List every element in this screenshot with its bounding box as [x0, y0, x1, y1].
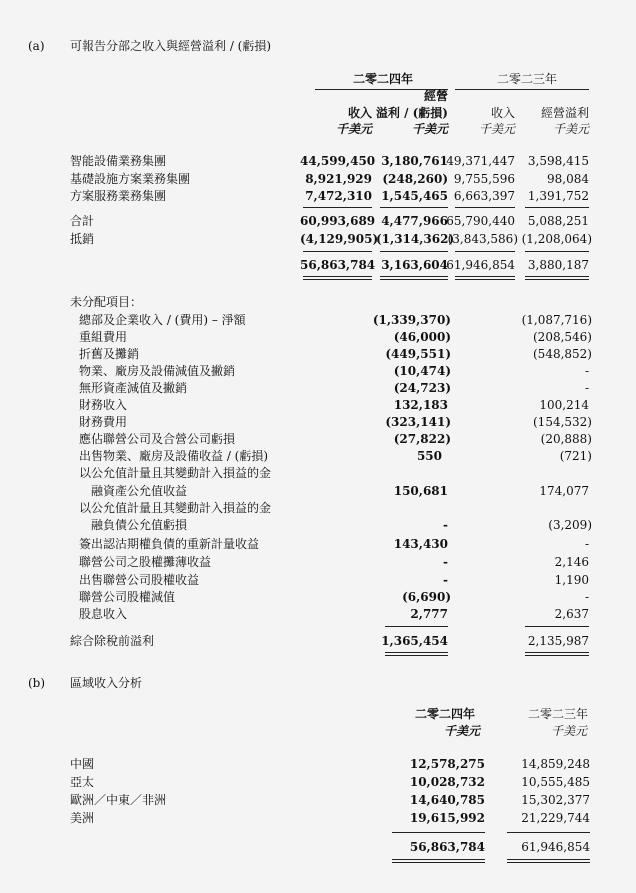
item-2023: (20,888) — [540, 432, 592, 446]
segment-op-2023: 1,391,752 — [527, 189, 589, 203]
segment-rev-2024: 44,599,450 — [300, 154, 376, 168]
segment-label: 基礎設施方案業務集團 — [70, 172, 191, 186]
item-label: 應佔聯營公司及合營公司虧損 — [79, 432, 236, 446]
segment-op-2024: 1,545,465 — [381, 189, 448, 203]
item-2024: (10,474) — [393, 364, 451, 378]
b-unit-2024: 千美元 — [443, 724, 480, 738]
pbt-rule-2023 — [525, 626, 589, 627]
item-2023: (3,209) — [548, 518, 592, 532]
item-2023: 100,214 — [539, 398, 589, 412]
item-2024: (6,690) — [402, 590, 451, 604]
item-2023: 1,190 — [554, 573, 589, 587]
unit-rev-2023: 千美元 — [478, 122, 515, 136]
col-op-top-2024: 經營 — [423, 89, 448, 103]
b-year-2024: 二零二四年 — [414, 707, 475, 721]
item-2023: - — [584, 364, 589, 378]
item-label: 財務費用 — [79, 415, 128, 429]
region-label: 歐洲／中東／非洲 — [70, 793, 167, 807]
item-label: 折舊及攤銷 — [79, 347, 140, 361]
net-rule-rev24 — [303, 251, 372, 252]
item-label: 出售聯營公司股權收益 — [79, 573, 200, 587]
net-rule-op23 — [525, 251, 589, 252]
section-b-label: (b) — [28, 676, 46, 690]
region-label: 中國 — [70, 757, 95, 771]
elimination-label: 抵銷 — [70, 232, 95, 246]
region-2023: 10,555,485 — [521, 775, 590, 789]
unit-op-2024: 千美元 — [411, 122, 448, 136]
item-2024: 143,430 — [393, 537, 448, 551]
segment-op-2023: 98,084 — [547, 172, 589, 186]
unallocated-title: 未分配項目： — [70, 295, 143, 309]
item-2024: (1,339,370) — [372, 313, 451, 327]
net-dbl-rule-h — [525, 279, 589, 280]
item-2024: 550 — [416, 449, 442, 463]
region-2024: 19,615,992 — [409, 811, 485, 825]
b-dbl-a — [392, 859, 485, 860]
item-2023: 174,077 — [539, 484, 589, 498]
col-revenue-2024: 收入 — [347, 106, 372, 120]
net-dbl-rule-g — [525, 276, 589, 277]
item-2023: (548,852) — [533, 347, 592, 361]
item-label: 以公允值計量且其變動計入損益的金 — [79, 501, 272, 515]
net-dbl-rule-d — [380, 279, 448, 280]
net-op-2023: 3,880,187 — [527, 258, 589, 272]
year-2024-header: 二零二四年 — [352, 72, 413, 86]
subtotal-rule-rev24 — [303, 207, 372, 208]
total-rev-2024: 60,993,689 — [300, 214, 376, 228]
col-revenue-2023: 收入 — [490, 106, 515, 120]
region-total-2023: 61,946,854 — [521, 840, 590, 854]
section-b-title: 區域收入分析 — [70, 676, 143, 690]
subtotal-rule-op23 — [525, 207, 589, 208]
elim-rev-2024: (4,129,905) — [300, 232, 379, 246]
item-2024: - — [443, 555, 448, 569]
net-rule-rev23 — [455, 251, 515, 252]
segment-rev-2023: 49,371,447 — [446, 154, 515, 168]
segment-label: 智能設備業務集團 — [70, 154, 167, 168]
item-2024: - — [443, 573, 448, 587]
item-label: 總部及企業收入 / (費用) – 淨額 — [79, 313, 246, 327]
region-label: 美洲 — [70, 811, 95, 825]
b-total-rule-2024 — [392, 832, 485, 833]
region-2023: 15,302,377 — [521, 793, 590, 807]
year-2023-underline — [455, 89, 589, 90]
pbt-rule-2024 — [385, 626, 448, 627]
net-dbl-rule-a — [303, 276, 372, 277]
pbt-dbl-a — [385, 652, 448, 653]
pbt-dbl-b — [385, 655, 448, 656]
unit-rev-2024: 千美元 — [335, 122, 372, 136]
segment-op-2023: 3,598,415 — [527, 154, 589, 168]
item-2024: 150,681 — [393, 484, 448, 498]
item-2023: - — [584, 590, 589, 604]
unit-op-2023: 千美元 — [552, 122, 589, 136]
item-2023: (721) — [559, 449, 592, 463]
region-2023: 21,229,744 — [521, 811, 590, 825]
elim-op-2023: (1,208,064) — [521, 232, 592, 246]
net-rev-2024: 56,863,784 — [300, 258, 376, 272]
pbt-2024: 1,365,454 — [381, 634, 448, 648]
item-2024: - — [443, 518, 448, 532]
net-rule-op24 — [380, 251, 448, 252]
total-label: 合計 — [70, 214, 95, 228]
item-2024: 2,777 — [410, 607, 448, 621]
pbt-dbl-c — [525, 652, 589, 653]
total-rev-2023: 65,790,440 — [446, 214, 515, 228]
item-label: 重組費用 — [79, 330, 128, 344]
item-2024: (323,141) — [385, 415, 451, 429]
year-2023-header: 二零二三年 — [496, 72, 557, 86]
segment-op-2024: 3,180,761 — [381, 154, 448, 168]
net-dbl-rule-e — [455, 276, 515, 277]
item-2023: (1,087,716) — [521, 313, 592, 327]
item-2024: 132,183 — [393, 398, 448, 412]
pbt-2023: 2,135,987 — [527, 634, 589, 648]
segment-rev-2023: 9,755,596 — [453, 172, 515, 186]
region-total-2024: 56,863,784 — [409, 840, 485, 854]
total-op-2023: 5,088,251 — [527, 214, 589, 228]
section-a-title: 可報告分部之收入與經營溢利 / (虧損) — [70, 39, 272, 53]
item-2024: (27,822) — [393, 432, 451, 446]
subtotal-rule-op24 — [380, 207, 448, 208]
b-dbl-d — [507, 862, 590, 863]
item-label: 融負債公允值虧損 — [91, 518, 188, 532]
item-label: 聯營公司股權減值 — [79, 590, 176, 604]
region-label: 亞太 — [70, 775, 95, 789]
col-op-2024: 溢利 / (虧損) — [375, 106, 448, 120]
item-2024: (46,000) — [393, 330, 451, 344]
region-2024: 12,578,275 — [409, 757, 485, 771]
item-label: 股息收入 — [79, 607, 128, 621]
pbt-dbl-d — [525, 655, 589, 656]
item-2023: 2,637 — [554, 607, 589, 621]
item-label: 財務收入 — [79, 398, 128, 412]
item-label: 以公允值計量且其變動計入損益的金 — [79, 466, 272, 480]
pbt-label: 綜合除稅前溢利 — [70, 634, 155, 648]
item-label: 聯營公司之股權攤薄收益 — [79, 555, 212, 569]
segment-rev-2024: 7,472,310 — [305, 189, 372, 203]
item-2024: (24,723) — [393, 381, 451, 395]
section-a-label: (a) — [28, 39, 45, 53]
net-dbl-rule-b — [303, 279, 372, 280]
col-op-2023: 經營溢利 — [540, 106, 589, 120]
net-rev-2023: 61,946,854 — [446, 258, 515, 272]
item-2023: - — [584, 381, 589, 395]
item-label: 出售物業、廠房及設備收益 / (虧損) — [79, 449, 269, 463]
segment-label: 方案服務業務集團 — [70, 189, 167, 203]
region-2024: 10,028,732 — [409, 775, 485, 789]
region-2023: 14,859,248 — [521, 757, 590, 771]
item-label: 無形資產減值及撇銷 — [79, 381, 188, 395]
net-dbl-rule-c — [380, 276, 448, 277]
item-2023: - — [584, 537, 589, 551]
item-2023: 2,146 — [554, 555, 589, 569]
elim-op-2024: (1,314,362) — [376, 232, 455, 246]
item-2024: (449,551) — [385, 347, 451, 361]
item-label: 簽出認沽期權負債的重新計量收益 — [79, 537, 260, 551]
region-2024: 14,640,785 — [409, 793, 485, 807]
b-total-rule-2023 — [507, 832, 590, 833]
net-op-2024: 3,163,604 — [381, 258, 448, 272]
elim-rev-2023: (3,843,586) — [447, 232, 518, 246]
item-label: 物業、廠房及設備減值及撇銷 — [79, 364, 236, 378]
segment-rev-2024: 8,921,929 — [305, 172, 372, 186]
b-dbl-b — [392, 862, 485, 863]
b-year-2023: 二零二三年 — [527, 707, 588, 721]
segment-op-2024: (248,260) — [382, 172, 448, 186]
b-unit-2023: 千美元 — [550, 724, 587, 738]
subtotal-rule-rev23 — [455, 207, 515, 208]
item-2023: (154,532) — [533, 415, 592, 429]
b-dbl-c — [507, 859, 590, 860]
net-dbl-rule-f — [455, 279, 515, 280]
segment-rev-2023: 6,663,397 — [453, 189, 515, 203]
item-label: 融資產公允值收益 — [91, 484, 188, 498]
item-2023: (208,546) — [533, 330, 592, 344]
total-op-2024: 4,477,966 — [381, 214, 448, 228]
